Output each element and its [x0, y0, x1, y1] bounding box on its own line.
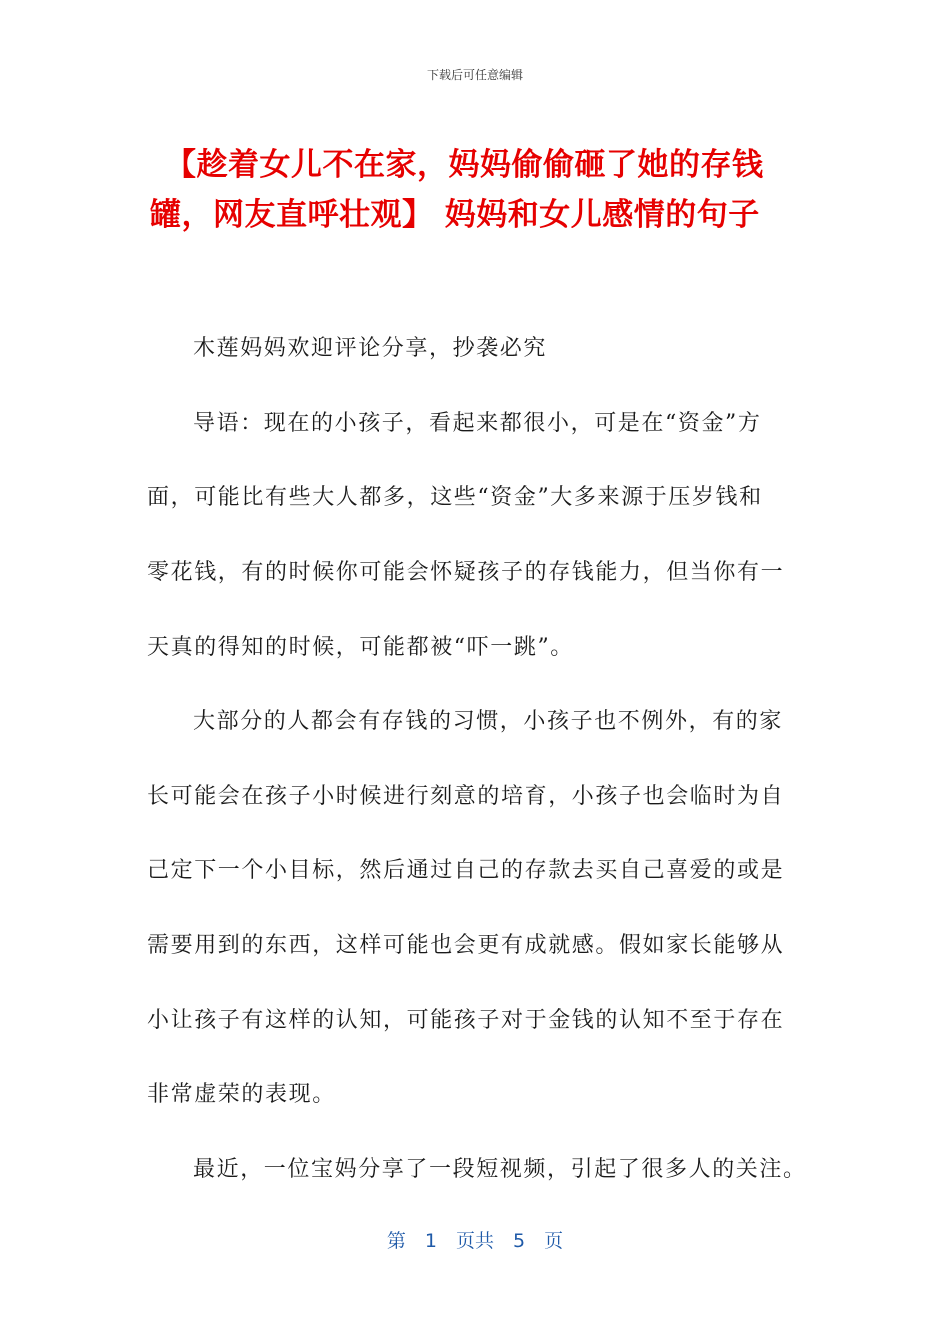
body-line: 面，可能比有些大人都多，这些“资金”大多来源于压岁钱和 — [147, 485, 763, 510]
title-line-2: 罐，网友直呼壮观】 妈妈和女儿感情的句子 — [150, 197, 760, 233]
body-line: 导语：现在的小孩子，看起来都很小，可是在“资金”方 — [193, 411, 762, 436]
title-line-1: 【趁着女儿不在家，妈妈偷偷砸了她的存钱 — [165, 147, 764, 183]
body-line: 长可能会在孩子小时候进行刻意的培育，小孩子也会临时为自 — [147, 784, 785, 809]
document-title — [150, 140, 800, 240]
body-line: 需要用到的东西，这样可能也会更有成就感。假如家长能够从 — [147, 933, 785, 958]
body-line: 小让孩子有这样的认知，可能孩子对于金钱的认知不至于存在 — [147, 1008, 785, 1033]
body-line: 大部分的人都会有存钱的习惯，小孩子也不例外，有的家 — [193, 709, 784, 734]
body-line: 天真的得知的时候，可能都被“吓一跳”。 — [147, 635, 574, 660]
body-line: 最近，一位宝妈分享了一段短视频，引起了很多人的关注。 — [193, 1157, 807, 1182]
body-line: 木莲妈妈欢迎评论分享，抄袭必究 — [193, 336, 548, 361]
body-line: 非常虚荣的表现。 — [147, 1082, 336, 1107]
page-header-note: 下载后可任意编辑 — [426, 68, 523, 82]
page-number-footer: 第 1 页共 5 页 — [386, 1230, 564, 1252]
body-line: 己定下一个小目标，然后通过自己的存款去买自己喜爱的或是 — [147, 858, 785, 883]
body-line: 零花钱，有的时候你可能会怀疑孩子的存钱能力，但当你有一 — [147, 560, 785, 585]
